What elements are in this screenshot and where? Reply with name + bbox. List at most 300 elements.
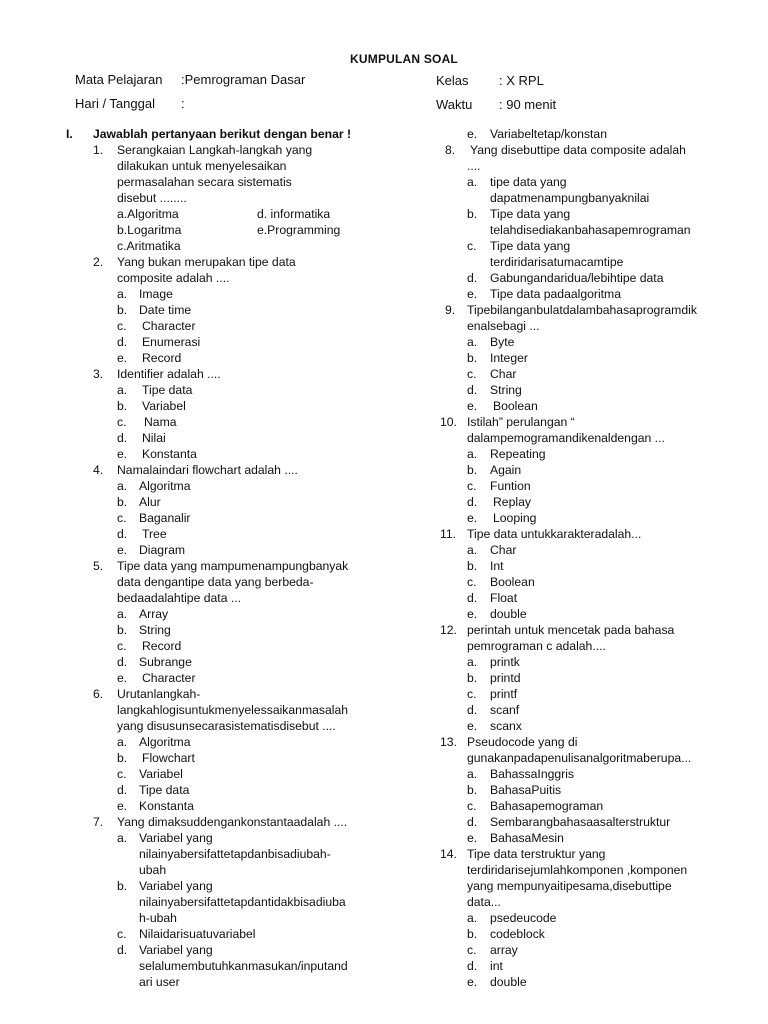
question-line — [440, 590, 758, 606]
item-marker: b. — [467, 207, 478, 221]
item-text: Nilaidarisuatuvariabel — [139, 927, 256, 941]
question-line — [66, 206, 396, 222]
item-marker: 10. — [440, 415, 457, 429]
question-line — [440, 494, 758, 510]
question-line — [440, 174, 758, 190]
item-marker: a. — [467, 175, 478, 189]
item-marker: d. — [467, 703, 478, 717]
question-line — [440, 670, 758, 686]
item-text: Tipe data — [142, 383, 193, 397]
class-label: Kelas — [436, 73, 469, 88]
question-line — [440, 798, 758, 814]
item-text: Yang bukan merupakan tipe data — [117, 255, 296, 269]
question-line — [66, 654, 396, 670]
item-marker: 7. — [93, 815, 104, 829]
item-marker: d. — [117, 527, 128, 541]
question-line — [66, 878, 396, 894]
item-text: ubah — [139, 863, 167, 877]
question-line — [440, 414, 758, 430]
item-marker: b. — [467, 351, 478, 365]
item-text: Pseudocode yang di — [467, 735, 578, 749]
item-marker: a.Algoritma — [117, 207, 179, 221]
item-text: Repeating — [490, 447, 546, 461]
item-text: array — [490, 943, 518, 957]
item-text: Tipe data terstruktur yang — [467, 847, 606, 861]
item-marker: 1. — [93, 143, 104, 157]
item-text: double — [490, 607, 527, 621]
item-text: Character — [142, 671, 196, 685]
item-text: Tipebilanganbulatdalambahasaprogramdik — [467, 303, 697, 317]
subject-value: :Pemrograman Dasar — [181, 72, 306, 87]
item-text: Tree — [142, 527, 167, 541]
item-text: Boolean — [490, 575, 535, 589]
item-marker: 9. — [445, 303, 456, 317]
day-label: Hari / Tanggal — [75, 96, 155, 111]
item-text: yang disusunsecarasistematisdisebut .... — [117, 719, 336, 733]
question-line — [66, 398, 396, 414]
item-marker: a. — [467, 655, 478, 669]
item-text: Gabungandaridua/lebihtipe data — [490, 271, 664, 285]
item-marker: d. — [467, 271, 478, 285]
question-line — [440, 638, 758, 654]
question-line — [440, 126, 758, 142]
question-line — [440, 686, 758, 702]
question-line — [66, 942, 396, 958]
item-text: printf — [490, 687, 518, 701]
question-line — [440, 286, 758, 302]
question-line — [440, 238, 758, 254]
item-text: Nama — [144, 415, 177, 429]
question-line — [66, 350, 396, 366]
item-text: Record — [142, 351, 182, 365]
item-text: psedeucode — [490, 911, 557, 925]
item-text: Enumerasi — [142, 335, 201, 349]
item-text: e.Programming — [257, 223, 341, 237]
question-line — [66, 926, 396, 942]
question-line — [66, 286, 396, 302]
question-line — [66, 974, 396, 990]
question-line — [440, 542, 758, 558]
item-text: Date time — [139, 303, 192, 317]
item-marker: 8. — [445, 143, 456, 157]
question-line — [66, 254, 396, 270]
item-marker: a. — [467, 447, 478, 461]
item-marker: e. — [117, 799, 128, 813]
item-text: Tipe data yang mampumenampungbanyak — [117, 559, 349, 573]
item-marker: e. — [117, 543, 128, 557]
question-line — [66, 606, 396, 622]
item-marker: c. — [117, 639, 127, 653]
question-line — [66, 798, 396, 814]
item-text: Baganalir — [139, 511, 191, 525]
question-line — [66, 174, 396, 190]
question-line — [440, 334, 758, 350]
item-marker: 5. — [93, 559, 104, 573]
question-line — [66, 334, 396, 350]
question-line — [440, 462, 758, 478]
question-line — [66, 846, 396, 862]
question-line — [440, 222, 758, 238]
question-line — [66, 958, 396, 974]
item-marker: e. — [467, 607, 478, 621]
item-marker: d. — [467, 383, 478, 397]
question-line — [66, 366, 396, 382]
item-text: pemrograman c adalah.... — [467, 639, 606, 653]
item-text: Replay — [493, 495, 531, 509]
item-marker: d. — [467, 959, 478, 973]
item-marker: a. — [117, 735, 128, 749]
question-line — [440, 574, 758, 590]
item-text: langkahlogisuntukmenyelessaikanmasalah — [117, 703, 349, 717]
item-text: Funtion — [490, 479, 531, 493]
question-line — [440, 750, 758, 766]
item-text: c.Aritmatika — [117, 239, 181, 253]
item-text: printk — [490, 655, 520, 669]
item-marker: b. — [117, 399, 128, 413]
subject-label: Mata Pelajaran — [75, 72, 163, 87]
item-text: ari user — [139, 975, 180, 989]
item-marker: e. — [467, 831, 478, 845]
question-line — [440, 814, 758, 830]
question-line — [66, 494, 396, 510]
question-line — [440, 158, 758, 174]
item-marker: 4. — [93, 463, 104, 477]
item-marker: e. — [117, 447, 128, 461]
question-line — [440, 734, 758, 750]
item-text: d. informatika — [257, 207, 331, 221]
item-text: perintah untuk mencetak pada bahasa — [467, 623, 675, 637]
item-marker: b. — [117, 751, 128, 765]
item-text: Flowchart — [142, 751, 195, 765]
item-text: BahasaMesin — [490, 831, 564, 845]
item-text: Character — [142, 319, 196, 333]
item-marker: 2. — [93, 255, 104, 269]
question-line — [66, 782, 396, 798]
item-text: Variabeltetap/konstan — [490, 127, 607, 141]
item-marker: 11. — [440, 527, 457, 541]
question-line — [66, 446, 396, 462]
item-marker: e. — [467, 287, 478, 301]
item-marker: a. — [117, 831, 128, 845]
item-marker: a. — [117, 383, 128, 397]
item-text: Subrange — [139, 655, 192, 669]
item-marker: a. — [467, 335, 478, 349]
question-line — [440, 206, 758, 222]
item-marker: b. — [117, 303, 128, 317]
item-text: Tipe data untukkarakteradalah... — [467, 527, 642, 541]
question-line — [66, 590, 396, 606]
time-value: : 90 menit — [499, 97, 557, 112]
question-line — [66, 462, 396, 478]
item-marker: b. — [467, 463, 478, 477]
item-text: Variabel yang — [139, 943, 213, 957]
question-line — [66, 830, 396, 846]
item-marker: c. — [467, 239, 477, 253]
item-marker: c. — [117, 767, 127, 781]
item-text: Yang dimaksuddengankonstantaadalah .... — [117, 815, 348, 829]
question-line — [440, 430, 758, 446]
question-line — [440, 718, 758, 734]
item-text: bedaadalahtipe data ... — [117, 591, 242, 605]
question-line — [66, 478, 396, 494]
question-line — [66, 910, 396, 926]
item-text: yang mempunyaitipesama,disebuttipe — [467, 879, 672, 893]
item-text: int — [490, 959, 503, 973]
item-text: terdiridarisejumlahkomponen ,komponen — [467, 863, 688, 877]
item-text: Istilah” perulangan “ — [467, 415, 575, 429]
item-marker: a. — [467, 543, 478, 557]
item-text: String — [490, 383, 522, 397]
question-line — [440, 974, 758, 990]
item-text: Tipe data padaalgoritma — [490, 287, 621, 301]
item-text: Variabel — [142, 399, 186, 413]
question-line — [66, 302, 396, 318]
question-line — [440, 926, 758, 942]
question-line — [440, 318, 758, 334]
question-line — [66, 686, 396, 702]
page-title: KUMPULAN SOAL — [350, 52, 458, 66]
question-line — [66, 814, 396, 830]
item-marker: c. — [117, 927, 127, 941]
item-text: Namalaindari flowchart adalah .... — [117, 463, 298, 477]
item-text: enalsebagi ... — [467, 319, 540, 333]
question-line — [440, 446, 758, 462]
item-marker: c. — [467, 575, 477, 589]
item-text: Bahasapemograman — [490, 799, 604, 813]
item-marker: b. — [117, 623, 128, 637]
class-value: : X RPL — [499, 73, 544, 88]
item-text: Serangkaian Langkah-langkah yang — [117, 143, 313, 157]
item-marker: b. — [117, 495, 128, 509]
item-marker: c. — [117, 415, 127, 429]
item-text: nilainyabersifattetapdanbisadiubah- — [139, 847, 331, 861]
question-line — [66, 750, 396, 766]
item-text: Char — [490, 367, 517, 381]
item-marker: 12. — [440, 623, 457, 637]
question-line — [440, 302, 758, 318]
item-text: Konstanta — [139, 799, 194, 813]
item-text: gunakanpadapenulisanalgoritmaberupa... — [467, 751, 692, 765]
question-line — [66, 702, 396, 718]
item-text: Tipe data yang — [490, 239, 571, 253]
item-marker: d. — [117, 335, 128, 349]
question-line — [440, 142, 758, 158]
item-marker: c. — [467, 367, 477, 381]
left-column — [66, 126, 396, 990]
item-marker: d. — [117, 655, 128, 669]
item-marker: d. — [117, 783, 128, 797]
question-line — [66, 318, 396, 334]
day-value: : — [181, 96, 185, 111]
question-line — [66, 862, 396, 878]
item-text: String — [139, 623, 171, 637]
right-column — [440, 126, 758, 990]
item-text: Konstanta — [142, 447, 197, 461]
item-text: dilakukan untuk menyelesaikan — [117, 159, 287, 173]
question-line — [440, 558, 758, 574]
question-line — [66, 238, 396, 254]
question-line — [440, 830, 758, 846]
item-text: Char — [490, 543, 517, 557]
item-text: Yang disebuttipe data composite adalah — [470, 143, 686, 157]
item-marker: e. — [467, 975, 478, 989]
item-text: Sembarangbahasaasalterstruktur — [490, 815, 671, 829]
item-marker: c. — [467, 687, 477, 701]
item-text: disebut ........ — [117, 191, 187, 205]
question-line — [66, 382, 396, 398]
question-line — [440, 366, 758, 382]
item-marker: c. — [117, 319, 127, 333]
item-text: data... — [467, 895, 501, 909]
question-line — [440, 878, 758, 894]
question-line — [440, 654, 758, 670]
item-marker: d. — [117, 431, 128, 445]
question-line — [440, 254, 758, 270]
item-marker: e. — [117, 671, 128, 685]
question-line — [66, 670, 396, 686]
item-text: Boolean — [493, 399, 538, 413]
question-line — [440, 958, 758, 974]
question-line — [66, 558, 396, 574]
question-line — [66, 158, 396, 174]
question-line — [66, 622, 396, 638]
question-line — [440, 782, 758, 798]
item-text: Identifier adalah .... — [117, 367, 221, 381]
question-line — [440, 270, 758, 286]
item-text: terdiridarisatumacamtipe — [490, 255, 624, 269]
question-line — [440, 894, 758, 910]
item-text: selalumembutuhkanmasukan/inputand — [139, 959, 348, 973]
question-line — [440, 910, 758, 926]
item-text: Variabel — [139, 767, 183, 781]
question-line — [66, 574, 396, 590]
question-line — [66, 718, 396, 734]
item-text: Again — [490, 463, 522, 477]
question-line — [66, 526, 396, 542]
item-text: Integer — [490, 351, 528, 365]
item-text: h-ubah — [139, 911, 177, 925]
item-marker: d. — [467, 815, 478, 829]
item-marker: a. — [467, 911, 478, 925]
question-line — [440, 526, 758, 542]
item-marker: b. — [467, 671, 478, 685]
item-marker: e. — [467, 399, 478, 413]
item-text: Jawablah pertanyaan berikut dengan benar ! — [93, 127, 352, 141]
item-text: Algoritma — [139, 479, 191, 493]
item-text: Alur — [139, 495, 161, 509]
item-text: Diagram — [139, 543, 186, 557]
item-text: Array — [139, 607, 169, 621]
item-text: codeblock — [490, 927, 545, 941]
item-text: dalampemogramandikenaldengan ... — [467, 431, 665, 445]
item-text: Nilai — [142, 431, 166, 445]
item-marker: d. — [467, 495, 478, 509]
item-marker: 6. — [93, 687, 104, 701]
question-line — [66, 430, 396, 446]
question-line — [440, 382, 758, 398]
question-line — [440, 478, 758, 494]
question-line — [440, 606, 758, 622]
item-marker: b. — [117, 879, 128, 893]
question-line — [440, 350, 758, 366]
question-line — [66, 638, 396, 654]
item-text: Looping — [493, 511, 537, 525]
question-line — [66, 270, 396, 286]
item-marker: b. — [467, 783, 478, 797]
question-line — [440, 622, 758, 638]
item-text: .... — [467, 159, 481, 173]
item-text: permasalahan secara sistematis — [117, 175, 292, 189]
item-text: printd — [490, 671, 521, 685]
item-marker: e. — [467, 127, 478, 141]
item-text: Urutanlangkah- — [117, 687, 201, 701]
item-text: Variabel yang — [139, 879, 213, 893]
item-text: Tipe data yang — [490, 207, 571, 221]
item-marker: b.Logaritma — [117, 223, 182, 237]
item-text: Tipe data — [139, 783, 190, 797]
question-line — [66, 510, 396, 526]
item-marker: c. — [467, 799, 477, 813]
question-line — [66, 126, 396, 142]
question-line — [66, 734, 396, 750]
item-text: scanf — [490, 703, 520, 717]
item-text: nilainyabersifattetapdantidakbisadiuba — [139, 895, 346, 909]
question-line — [66, 142, 396, 158]
item-marker: e. — [467, 511, 478, 525]
item-text: Float — [490, 591, 518, 605]
item-text: Int — [490, 559, 504, 573]
item-marker: d. — [467, 591, 478, 605]
item-text: data dengantipe data yang berbeda- — [117, 575, 314, 589]
item-text: Byte — [490, 335, 515, 349]
item-text: BahasaPuitis — [490, 783, 562, 797]
item-text: dapatmenampungbanyaknilai — [490, 191, 650, 205]
item-text: telahdisediakanbahasapemrograman — [490, 223, 691, 237]
item-marker: c. — [467, 479, 477, 493]
item-marker: I. — [66, 127, 73, 141]
item-marker: b. — [467, 559, 478, 573]
question-line — [66, 222, 396, 238]
item-text: double — [490, 975, 527, 989]
item-text: composite adalah .... — [117, 271, 230, 285]
item-marker: a. — [467, 767, 478, 781]
question-line — [440, 862, 758, 878]
question-line — [440, 702, 758, 718]
question-line — [66, 766, 396, 782]
item-text: Variabel yang — [139, 831, 213, 845]
item-marker: 13. — [440, 735, 457, 749]
item-marker: 3. — [93, 367, 104, 381]
item-marker: c. — [467, 943, 477, 957]
question-line — [66, 414, 396, 430]
question-line — [440, 942, 758, 958]
item-marker: d. — [117, 943, 128, 957]
item-marker: e. — [467, 719, 478, 733]
item-marker: a. — [117, 479, 128, 493]
question-line — [66, 542, 396, 558]
item-marker: 14. — [440, 847, 457, 861]
item-text: scanx — [490, 719, 522, 733]
question-line — [440, 398, 758, 414]
item-marker: e. — [117, 351, 128, 365]
time-label: Waktu — [436, 97, 473, 112]
item-text: Algoritma — [139, 735, 191, 749]
item-text: BahassaInggris — [490, 767, 575, 781]
question-line — [66, 894, 396, 910]
item-marker: a. — [117, 287, 128, 301]
question-line — [440, 766, 758, 782]
item-text: tipe data yang — [490, 175, 567, 189]
